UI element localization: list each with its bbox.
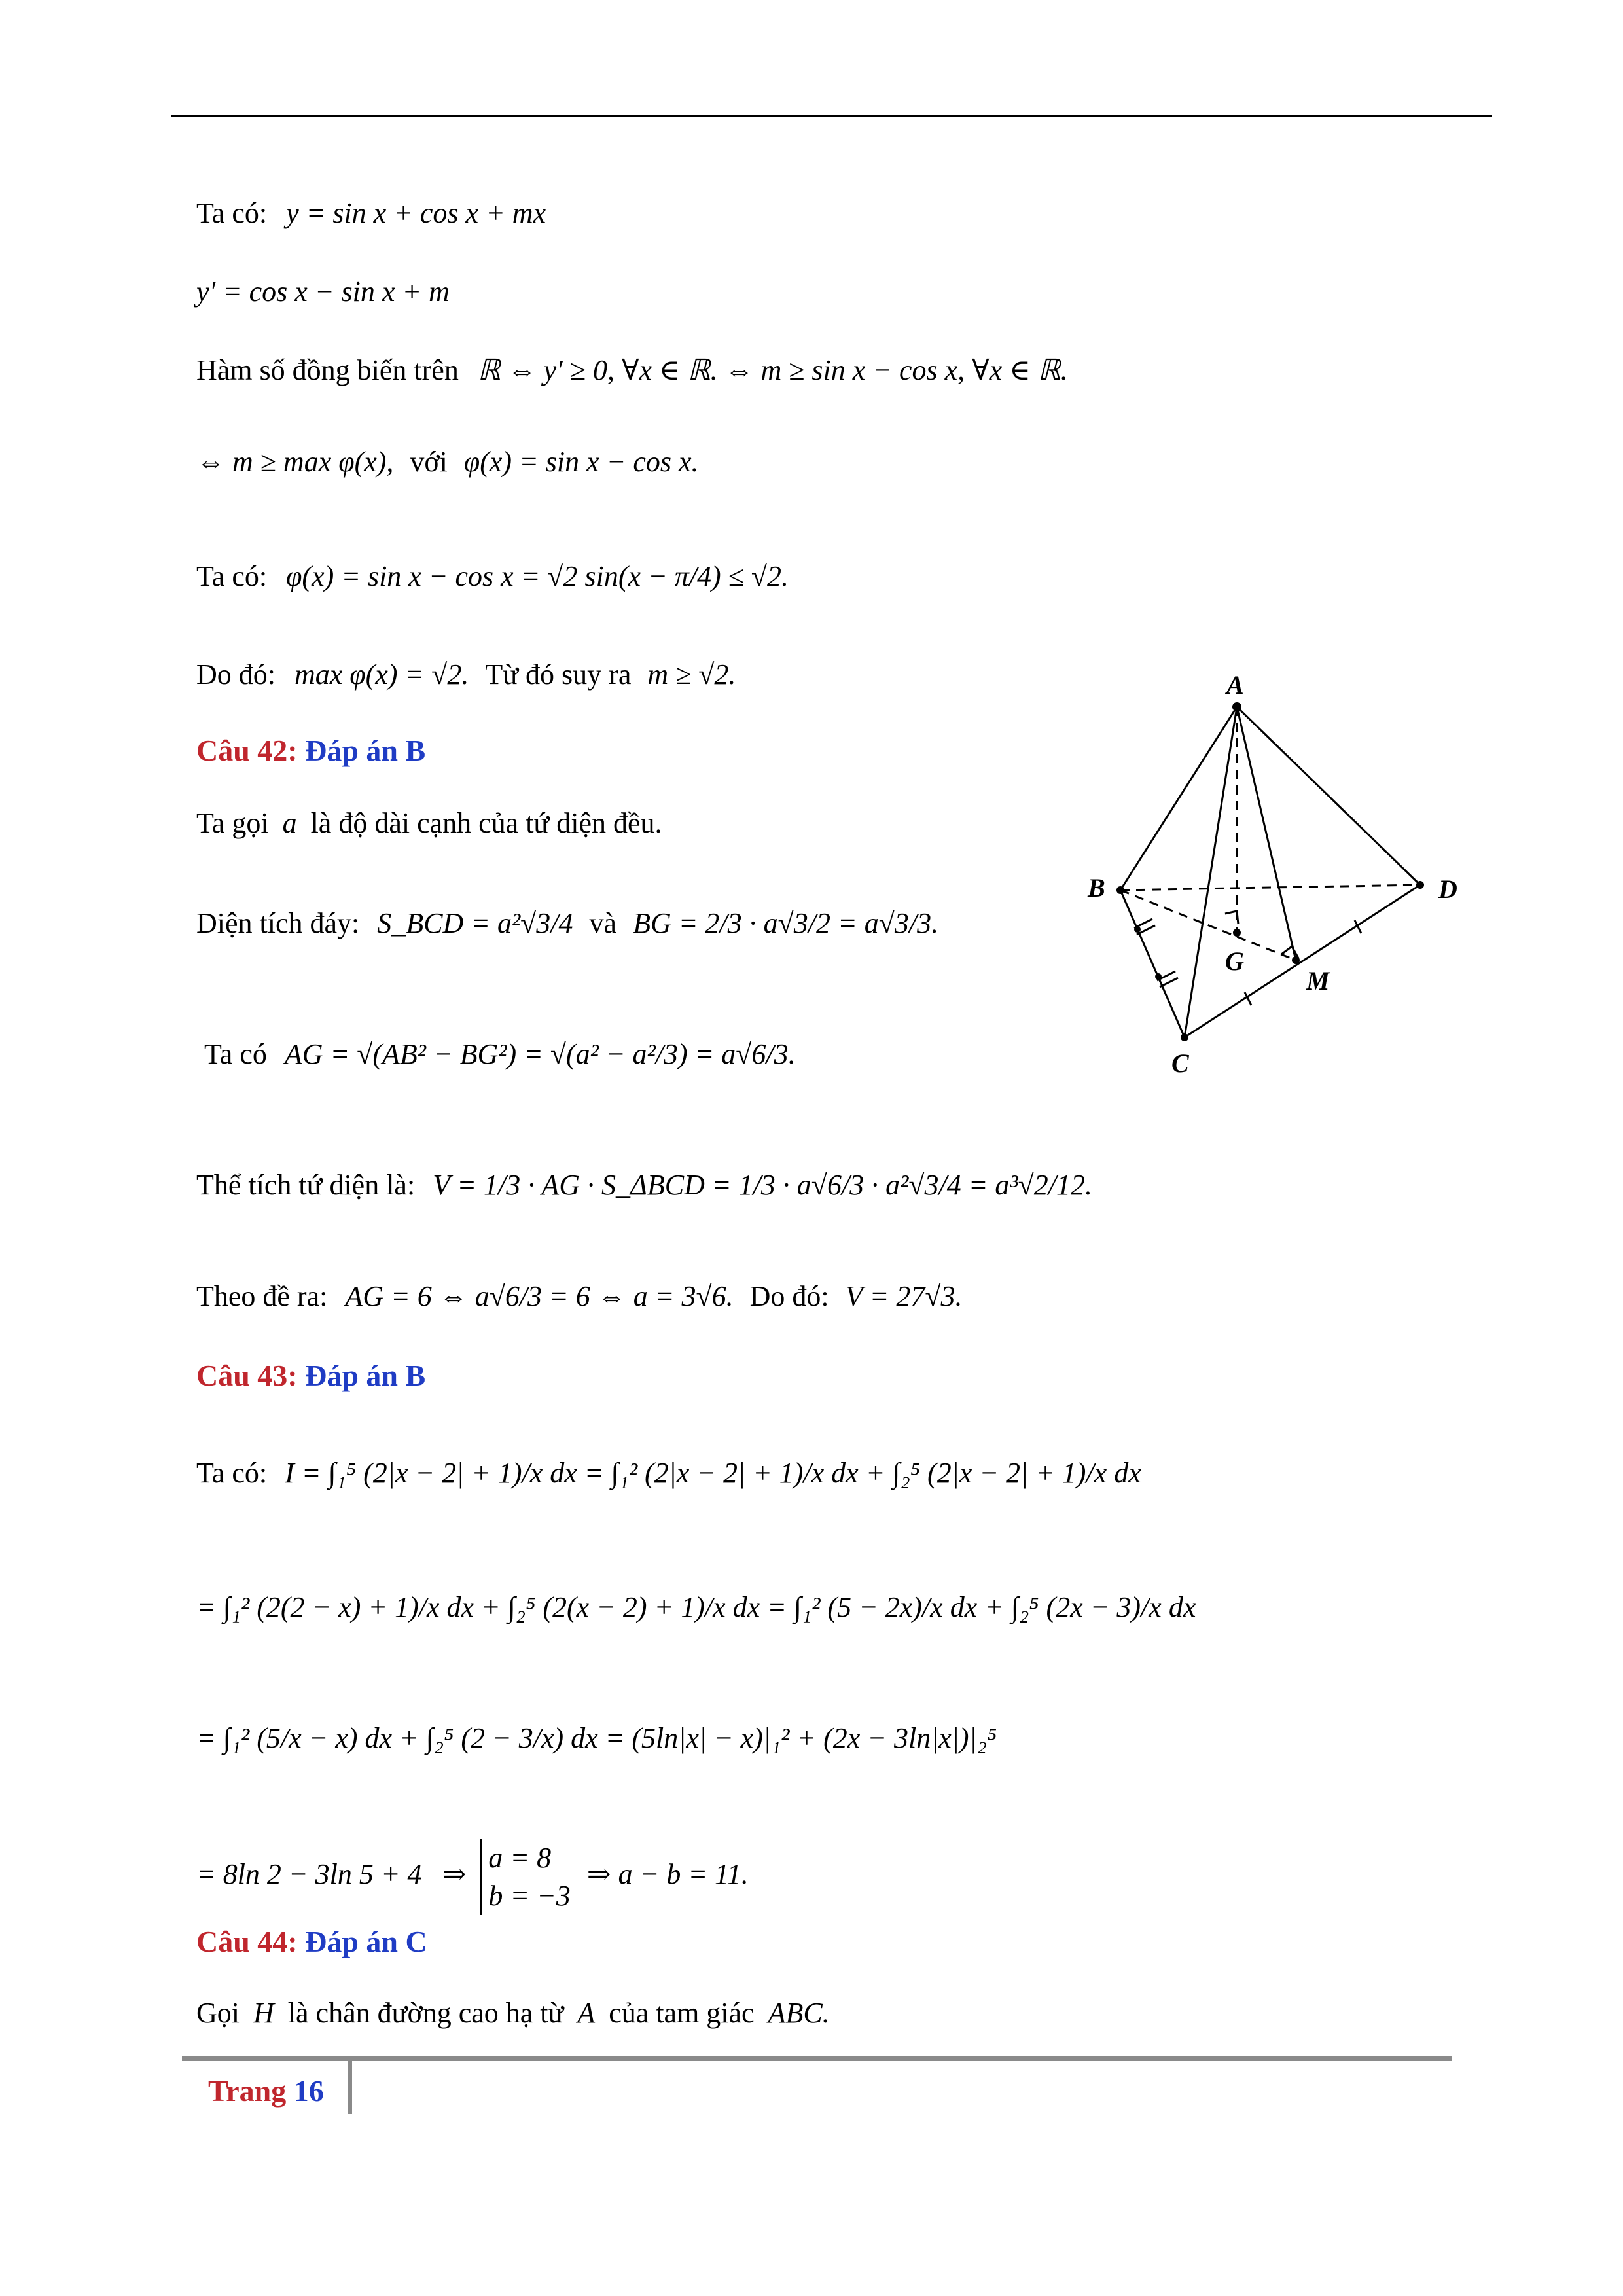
page-number-label: Trang (208, 2074, 287, 2108)
q43-l1-math: I = ∫₁⁵ (2|x − 2| + 1)/x dx = ∫₁² (2|x − 2| + 1)/x dx + ∫₂⁵ (2|x − 2| + 1)/x dx (285, 1457, 1141, 1489)
q41-line-6 (196, 658, 736, 691)
q43-line-2: = ∫₁² (2(2 − x) + 1)/x dx + ∫₂⁵ (2(x − 2) + 1)/x dx = ∫₁² (5 − 2x)/x dx + ∫₂⁵ (2x − 3)/x dx (196, 1591, 1196, 1623)
header-rule (171, 115, 1492, 117)
q42-l4-label: Thể tích tứ diện là: (196, 1169, 416, 1201)
q44-l1-var-abc: ABC. (768, 1997, 830, 2029)
q42-heading (196, 733, 425, 768)
q41-l5-label: Ta có: (196, 560, 268, 592)
edge-bd-hidden (1120, 885, 1420, 890)
label-c: C (1171, 1049, 1189, 1078)
q44-heading (196, 1924, 427, 1959)
q42-heading-num: Câu 42: (196, 734, 298, 767)
q42-l5-text: Do đó: (749, 1280, 829, 1312)
q43-heading-answer: Đáp án B (305, 1359, 426, 1392)
q41-l1-label: Ta có: (196, 197, 268, 229)
page-number-value: 16 (293, 2074, 324, 2108)
tetrahedron-figure (1073, 668, 1492, 1086)
q41-line-2: y' = cos x − sin x + m (196, 276, 450, 308)
label-m: M (1306, 966, 1330, 996)
q42-l2-and: và (589, 907, 617, 939)
q41-l6-math: max φ(x) = √2. (294, 658, 469, 691)
q42-l1-text-a: Ta gọi (196, 807, 269, 839)
q43-heading-num: Câu 43: (196, 1359, 298, 1392)
q44-l1-var-h: H (253, 1997, 274, 2029)
point-d (1416, 881, 1424, 889)
tick-bc-4 (1160, 978, 1178, 987)
q42-l3-label: Ta có (204, 1038, 267, 1070)
q41-l6-math2: m ≥ √2. (647, 658, 736, 691)
q43-system-a: a = 8 (488, 1842, 552, 1874)
q42-line-4 (196, 1168, 1092, 1202)
label-a: A (1226, 670, 1244, 700)
point-a (1232, 702, 1241, 711)
q43-line-1 (196, 1456, 1141, 1490)
q41-l3-text: Hàm số đồng biến trên (196, 354, 459, 386)
q43-l1-label: Ta có: (196, 1457, 268, 1489)
q42-l4-math: V = 1/3 · AG · S_ΔBCD = 1/3 · a√6/3 · a²√3/4 = a³√2/12. (433, 1169, 1092, 1201)
q42-line-5 (196, 1280, 963, 1313)
line-am (1237, 707, 1296, 960)
q44-l1-text-c: của tam giác (609, 1997, 755, 2029)
q44-heading-num: Câu 44: (196, 1925, 298, 1958)
point-m (1292, 956, 1300, 964)
q43-heading (196, 1358, 425, 1393)
q42-l3-math: AG = √(AB² − BG²) = √(a² − a²/3) = a√6/3. (284, 1038, 796, 1070)
q41-line-4 (196, 445, 699, 478)
edge-ab (1120, 707, 1237, 890)
point-b (1116, 886, 1124, 894)
q43-line-3: = ∫₁² (5/x − x) dx + ∫₂⁵ (2 − 3/x) dx = (5ln|x| − x)|₁² + (2x − 3ln|x|)|₂⁵ (196, 1722, 997, 1754)
edge-bc (1120, 890, 1185, 1037)
q44-l1-var-a: A (577, 1997, 596, 2029)
q42-line-2 (196, 906, 938, 940)
q43-l4-math: = 8ln 2 − 3ln 5 + 4 (196, 1858, 422, 1891)
q44-line-1 (196, 1996, 830, 2030)
footer-divider (348, 2060, 352, 2114)
point-bc-2 (1155, 973, 1162, 980)
edge-cd (1185, 885, 1420, 1037)
label-g: G (1225, 946, 1244, 976)
edge-ac (1185, 707, 1237, 1037)
q41-l1-math: y = sin x + cos x + mx (286, 197, 546, 229)
q41-l5-math: φ(x) = sin x − cos x = √2 sin(x − π/4) ≤ √2. (286, 560, 789, 592)
q41-line-1 (196, 196, 546, 230)
q42-l2-math2: BG = 2/3 · a√3/2 = a√3/3. (633, 907, 939, 939)
q41-l6-label: Do đó: (196, 658, 276, 691)
q41-l4-math: ⇔ m ≥ max φ(x), (196, 446, 394, 478)
q41-l6-text: Từ đó suy ra (485, 658, 632, 691)
q42-l1-var: a (282, 807, 297, 839)
page-number (208, 2073, 324, 2108)
q42-l5-math2: V = 27√3. (845, 1280, 963, 1312)
q41-line-3 (196, 353, 1068, 387)
q42-line-1 (196, 806, 662, 840)
q44-l1-text-a: Gọi (196, 1997, 240, 2029)
label-d: D (1438, 874, 1457, 904)
edge-ad (1237, 707, 1420, 885)
q42-l2-label: Diện tích đáy: (196, 907, 360, 939)
q43-l4-result: ⇒ a − b = 11. (586, 1858, 749, 1891)
q41-l4-text: với (410, 446, 448, 478)
q43-system-b: b = −3 (488, 1880, 571, 1912)
q43-system (480, 1839, 570, 1915)
q42-line-3 (204, 1037, 796, 1071)
q44-l1-text-b: là chân đường cao hạ từ (287, 1997, 564, 2029)
q42-heading-answer: Đáp án B (305, 734, 426, 767)
q41-l4-math2: φ(x) = sin x − cos x. (463, 446, 699, 478)
label-b: B (1088, 873, 1105, 903)
q42-l1-text-b: là độ dài cạnh của tứ diện đều. (310, 807, 662, 839)
footer-rule (182, 2056, 1452, 2061)
q41-line-5 (196, 560, 789, 593)
point-bc-1 (1134, 926, 1141, 933)
point-g (1233, 929, 1241, 937)
q44-heading-answer: Đáp án C (305, 1925, 427, 1958)
q42-l5-math: AG = 6 ⇔ a√6/3 = 6 ⇔ a = 3√6. (345, 1280, 734, 1312)
q42-l5-label: Theo đề ra: (196, 1280, 328, 1312)
point-c (1181, 1033, 1188, 1041)
q43-line-4: = 8ln 2 − 3ln 5 + 4 ⇒ a = 8 b = −3 ⇒ a − b = 11. (196, 1839, 749, 1915)
q41-l3-math: ℝ ⇔ y′ ≥ 0, ∀x ∈ ℝ. ⇔ m ≥ sin x − cos x, ∀x ∈ ℝ. (477, 354, 1068, 386)
q42-l2-math: S_BCD = a²√3/4 (377, 907, 573, 939)
